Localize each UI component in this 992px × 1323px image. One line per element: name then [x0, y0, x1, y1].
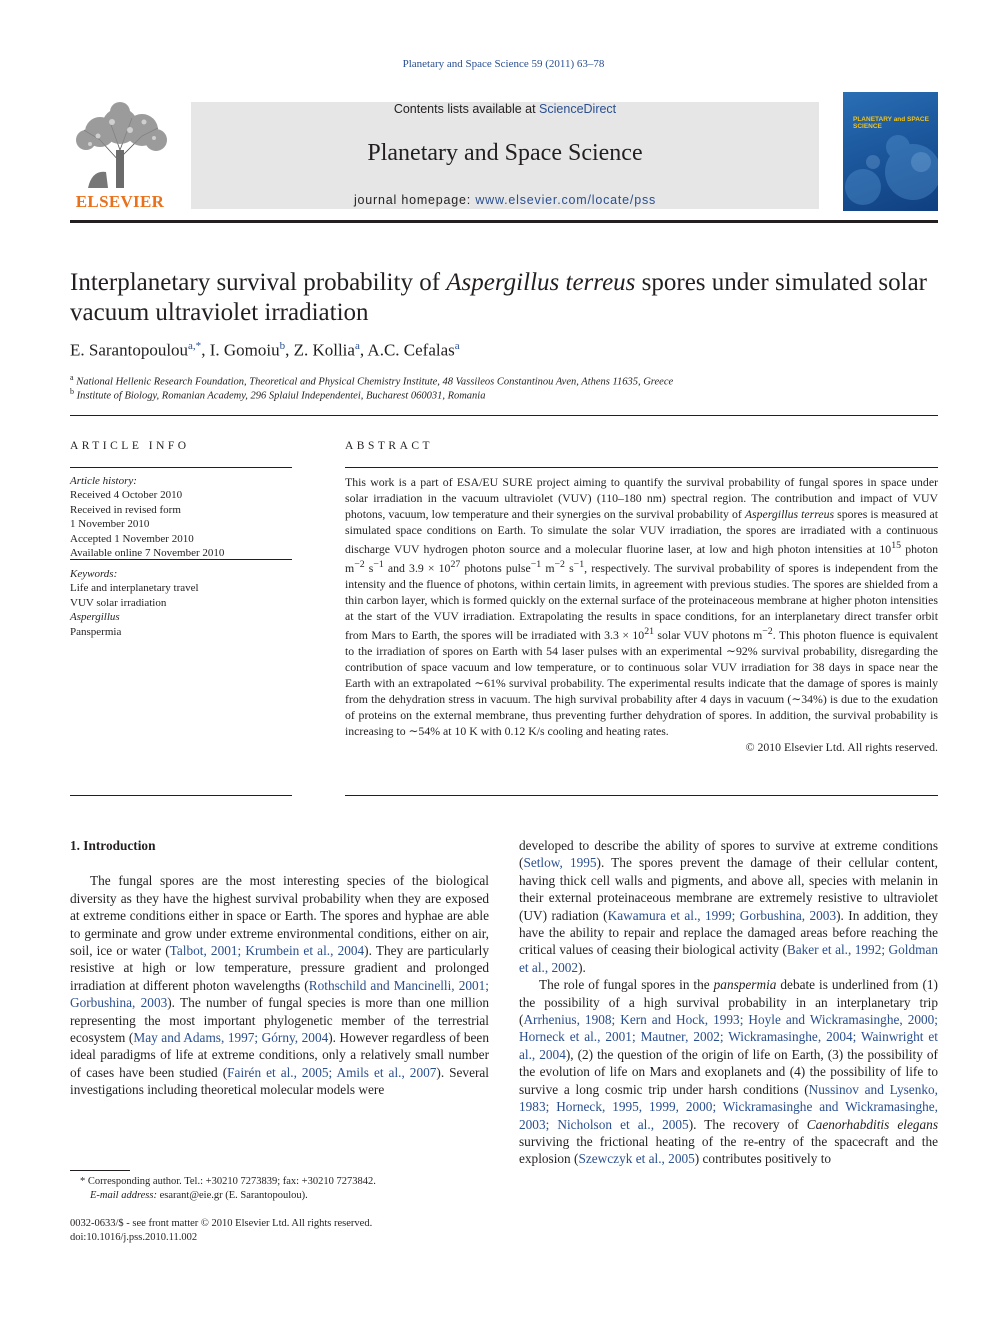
- citation-link[interactable]: Rothschild and Mancinelli, 2001; Gorbushina, 2003: [70, 977, 489, 1011]
- header-rule: [70, 220, 938, 223]
- body-paragraph: The fungal spores are the most interesting species of the biological diversity as they have the highest survival probability when they are exposed at extreme conditions either in space or Earth. The spores and hyphae are able to germinate and grow under extreme environmental conditions, either on air, soil, ice or water (Talbot, 2001; Krumbein et al., 2004). They are particularly resistive at high or low temperature, pressure gradient and prolonged irradiation at different photon wavelengths (Rothschild and Mancinelli, 2001; Gorbushina, 2003). The number of fungal species is more than one million representing the most important phylogenetic member of the terrestrial ecosystem (May and Adams, 1997; Górny, 2004). However regardless of been ideal paradigms of life at extreme conditions, only a relatively small number of cases have been studied (Fairén et al., 2005; Amils et al., 2007). Several investigations including theoretical molecular models were: [70, 873, 490, 1098]
- contents-prefix: Contents lists available at: [393, 102, 540, 116]
- citation-link[interactable]: Baker et al., 1992; Goldman et al., 2002: [519, 942, 938, 975]
- keyword: Life and interplanetary travel: [70, 582, 199, 595]
- sciencedirect-link[interactable]: ScienceDirect: [539, 102, 617, 116]
- copyright-notice: © 2010 Elsevier Ltd. All rights reserved.: [745, 739, 938, 754]
- body-paragraph: developed to describe the ability of spores to survive at extreme conditions (Setlow, 1995). The spores prevent the damage of their cellular content, having thick cell walls and pigments, and above all, species with melanin in their external proteinaceous membrane are extremely resistive to ultraviolet (UV) radiation (Kawamura et al., 1999; Gorbushina, 2003). In addition, they have the ability to repair and replace the damaged areas before reaching the critical values of ceasing their biological activity (Baker et al., 1992; Goldman et al., 2002).: [519, 838, 938, 975]
- author-affil-marker[interactable]: a: [454, 340, 460, 352]
- citation-link[interactable]: Setlow, 1995: [523, 855, 597, 871]
- homepage-line: [191, 193, 819, 207]
- author-name[interactable]: E. Sarantopoulou: [70, 340, 189, 360]
- history-item: Accepted 1 November 2010: [70, 532, 194, 545]
- doi-link[interactable]: doi:10.1016/j.pss.2010.11.002: [70, 1232, 198, 1243]
- divider: [70, 795, 292, 796]
- citation-link[interactable]: Nussinov and Lysenko, 1983; Horneck, 1995, 1999, 2000; Wickramasinghe and Wickramasinghe, 2003; Nicholson et al., 2005: [519, 1081, 938, 1132]
- divider: [70, 467, 292, 468]
- journal-citation[interactable]: Planetary and Space Science 59 (2011) 63–78: [402, 58, 605, 70]
- italic-term: Caenorhabditis elegans: [806, 1116, 938, 1132]
- elsevier-wordmark: ELSEVIER: [75, 192, 165, 211]
- divider: [345, 795, 938, 796]
- citation-link[interactable]: May and Adams, 1997; Górny, 2004: [133, 1030, 329, 1046]
- issn-doi-footnote: [70, 1217, 490, 1245]
- history-item: Received 4 October 2010: [70, 489, 183, 502]
- author-name[interactable]: Z. Kollia: [293, 340, 355, 360]
- body-column-right: [519, 837, 938, 1168]
- body-paragraph: The role of fungal spores in the panspermia debate is underlined from (1) the possibility of a high survival probability in an interplanetary trip (Arrhenius, 1908; Kern and Hock, 1993; Hoyle and Wickramasinghe, 2000; Horneck et al., 2001; Mautner, 2002; Wickramasinghe, 2004; Wainwright et al., 2004), (2) the question of the origin of life on Earth, (3) the possibility of the evolution of life on Mars and exoplanets and (4) the possibility of life to survive a long cosmic trip under harsh conditions (Nussinov and Lysenko, 1983; Horneck, 1995, 1999, 2000; Wickramasinghe and Wickramasinghe, 2003; Nicholson et al., 2005). The recovery of Caenorhabditis elegans surviving the frictional heating of the re-entry of the spacecraft and the explosion (Szewczyk et al., 2005) contributes positively to: [519, 977, 938, 1167]
- cover-title: PLANETARY and SPACE SCIENCE: [853, 116, 929, 130]
- keywords: Keywords: Life and interplanetary travel VUV solar irradiation Aspergillus Panspermia: [70, 567, 292, 639]
- article-info-heading: ARTICLE INFO: [70, 440, 190, 452]
- corresponding-author-footnote: * Corresponding author. Tel.: +30210 7273839; fax: +30210 7273842. E-mail address: esarant@eie.gr (E. Sarantopoulou).: [80, 1176, 376, 1201]
- abstract-heading: ABSTRACT: [345, 440, 434, 452]
- elsevier-logo[interactable]: [70, 100, 170, 212]
- history-item: Received in revised form: [70, 503, 181, 516]
- author-affil-marker[interactable]: a: [354, 340, 360, 352]
- author-affil-marker[interactable]: a,*: [188, 340, 202, 352]
- keyword: VUV solar irradiation: [70, 596, 167, 609]
- citation-link[interactable]: Szewczyk et al., 2005: [578, 1151, 695, 1167]
- email-link[interactable]: esarant@eie.gr (E. Sarantopoulou).: [156, 1190, 308, 1201]
- divider: [345, 467, 938, 468]
- homepage-link[interactable]: www.elsevier.com/locate/pss: [475, 193, 657, 207]
- affiliation: $^a$ National Hellenic Research Foundation, Theoretical and Physical Chemistry Institute, 48 Vassileos Constantinou Aven, Athens 11635, Greece: [70, 373, 674, 388]
- journal-cover-thumbnail[interactable]: [843, 92, 938, 211]
- body-column-left: [70, 837, 489, 1099]
- citation-link[interactable]: Fairén et al., 2005; Amils et al., 2007: [227, 1064, 437, 1080]
- cover-planet-icon: [843, 92, 938, 211]
- contents-line: [191, 102, 819, 116]
- divider: [70, 559, 292, 560]
- italic-term: panspermia: [713, 977, 777, 993]
- keyword: Aspergillus: [70, 611, 120, 624]
- author-affil-marker[interactable]: b: [279, 340, 286, 352]
- abstract-body: This work is a part of ESA/EU SURE project aiming to quantify the survival probability of fungal spores in space under solar irradiation in the vacuum ultraviolet (VUV) (110–180 nm) spectral region. The contribution and impact of VUV photons, vacuum, low temperature and their synergies on the survival probability of Aspergillus terreus spores is measured at simulated space conditions on Earth. To simulate the solar VUV irradiation, the spores are irradiated with a continuous discharge VUV hydrogen photon source and a molecular fluorine laser, at low and high photon intensities at $10^{15}$ photon $m^{-2}$ $s^{-1}$ and $3.9 \times 10^{27}$ photons pulse$^{-1}$ $m^{-2}$ $s^{-1}$, respectively. The survival probability of spores is independent from the intensity and the fluence of photons, within certain limits, in agreement with previous studies. The spores are shielded from a thin carbon layer, which is formed quickly on the external surface of the proteinaceous membrane at higher photon intensities at the start of the VUV irradiation. Extrapolating the results in space conditions, for an interplanetary direct transfer orbit from Mars to Earth, the spores will be irradiated with $3.3 \times 10^{21}$ solar VUV photons $m^{-2}$. This photon fluence is equivalent to the irradiation of spores on Earth with 54 laser pulses with an experimental ∼92% survival probability, disregarding the contribution of space vacuum and low temperature, or to continuous solar VUV irradiation for 38 days in space near the Earth with an extrapolated ∼61% survival probability. The experimental results indicate that the damage of spores is mainly from the dehydration stress in vacuum. The high survival probability after 4 days in vacuum (∼34%) is due to the exudation of proteins on the external membrane, thus preventing further dehydration of spores. In addition, the survival probability is increasing to ∼54% at 10 K with 0.12 K/s cooling and heating rates. © 2010 Elsevier Ltd. All rights reserved.: [345, 475, 938, 754]
- tree-icon: [70, 100, 170, 190]
- title-rule: [70, 415, 938, 416]
- author-list: E. Sarantopoulou$^{a,*}$, I. Gomoiu$^b$, Z. Kollia$^a$, A.C. Cefalas$^a$: [70, 340, 460, 360]
- issn-line: 0032-0633/$ - see front matter © 2010 Elsevier Ltd. All rights reserved.: [70, 1218, 373, 1229]
- keyword: Panspermia: [70, 625, 122, 638]
- footnote-rule: [70, 1170, 130, 1171]
- article-history: Article history: Received 4 October 2010 Received in revised form 1 November 2010 Accepted 1 November 2010 Available online 7 November 2010: [70, 474, 292, 560]
- homepage-prefix: journal homepage:: [353, 193, 476, 207]
- citation-link[interactable]: Kawamura et al., 1999; Gorbushina, 2003: [607, 907, 837, 923]
- history-item: 1 November 2010: [70, 518, 150, 531]
- journal-name: Planetary and Space Science: [367, 140, 643, 166]
- section-heading-introduction: 1. Introduction: [70, 838, 156, 853]
- citation-link[interactable]: Arrhenius, 1908; Kern and Hock, 1993; Hoyle and Wickramasinghe, 2000; Horneck et al., 2001; Mautner, 2002; Wickramasinghe, 2004; Wainwright et al., 2004: [519, 1012, 938, 1062]
- article-title: Interplanetary survival probability of Aspergillus terreus spores under simulated solar vacuum ultraviolet irradiation: [70, 269, 928, 326]
- journal-header-band: [191, 102, 819, 209]
- author-name[interactable]: A.C. Cefalas: [367, 340, 455, 360]
- history-item: Available online 7 November 2010: [70, 547, 225, 560]
- citation-link[interactable]: Talbot, 2001; Krumbein et al., 2004: [169, 943, 365, 959]
- affiliation: $^b$ Institute of Biology, Romanian Academy, 296 Splaiul Independentei, Bucharest 060031, Romania: [70, 387, 486, 402]
- author-name[interactable]: I. Gomoiu: [209, 340, 280, 360]
